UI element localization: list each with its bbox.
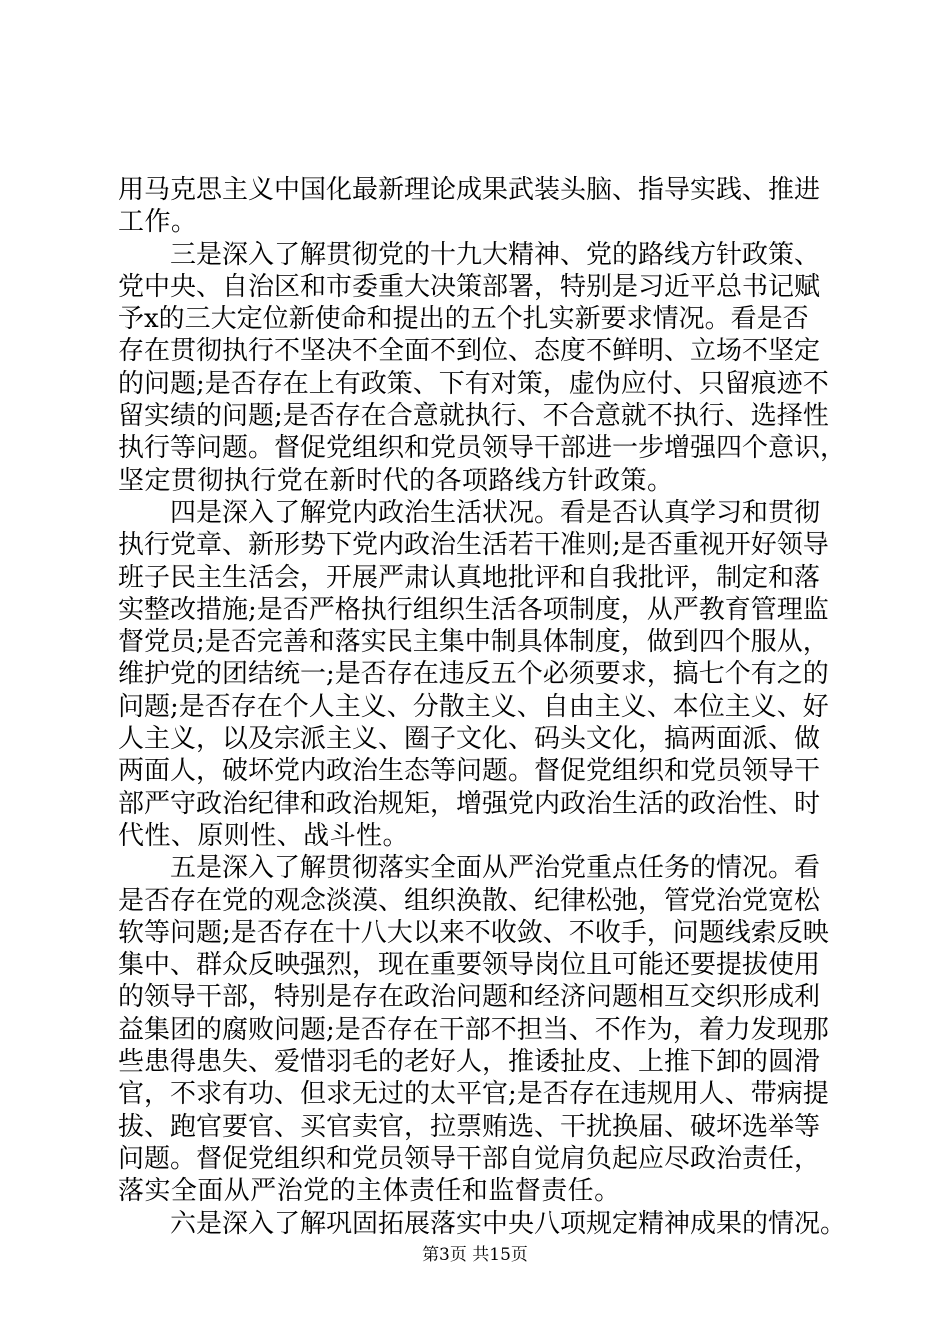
text-line: 坚定贯彻执行党在新时代的各项路线方针政策。 xyxy=(118,465,674,496)
text-line: 六是深入了解巩固拓展落实中央八项规定精神成果的情况。 xyxy=(118,1208,847,1239)
text-line: 用马克思主义中国化最新理论成果武装头脑、指导实践、推进 xyxy=(118,175,821,205)
text-line: 执行党章、新形势下党内政治生活若干准则;是否重视开好领导 xyxy=(118,530,829,561)
text-line: 官，不求有功、但求无过的太平官;是否存在违规用人、带病提 xyxy=(118,1079,829,1110)
text-line: 问题。督促党组织和党员领导干部自觉肩负起应尽政治责任， xyxy=(118,1143,821,1174)
text-line: 益集团的腐败问题;是否存在干部不担当、不作为，着力发现那 xyxy=(118,1014,829,1045)
text-line: 四是深入了解党内政治生活状况。看是否认真学习和贯彻 xyxy=(118,497,821,528)
text-line: 班子民主生活会，开展严肃认真地批评和自我批评，制定和落 xyxy=(118,562,821,593)
text-line: 人主义，以及宗派主义、圈子文化、码头文化，搞两面派、做 xyxy=(118,724,821,755)
text-line: 执行等问题。督促党组织和党员领导干部进一步增强四个意识， xyxy=(118,433,847,464)
text-line: 维护党的团结统一;是否存在违反五个必须要求，搞七个有之的 xyxy=(118,659,829,690)
text-line: 代性、原则性、战斗性。 xyxy=(118,820,409,851)
page-number-footer: 第3页 共15页 xyxy=(422,1245,528,1265)
text-line: 落实全面从严治党的主体责任和监督责任。 xyxy=(118,1176,621,1207)
text-line: 的领导干部，特别是存在政治问题和经济问题相互交织形成利 xyxy=(118,982,821,1013)
text-line: 存在贯彻执行不坚决不全面不到位、态度不鲜明、立场不坚定 xyxy=(118,336,821,367)
text-line: 三是深入了解贯彻党的十九大精神、党的路线方针政策、 xyxy=(118,239,821,270)
text-line: 工作。 xyxy=(118,207,198,238)
text-line: 集中、群众反映强烈，现在重要领导岗位且可能还要提拔使用 xyxy=(118,950,821,981)
text-line: 留实绩的问题;是否存在合意就执行、不合意就不执行、选择性 xyxy=(118,401,829,432)
text-line: 予x的三大定位新使命和提出的五个扎实新要求情况。看是否 xyxy=(118,304,809,335)
text-line: 问题;是否存在个人主义、分散主义、自由主义、本位主义、好 xyxy=(118,691,829,722)
text-line: 的问题;是否存在上有政策、下有对策，虚伪应付、只留痕迹不 xyxy=(118,368,829,399)
text-line: 软等问题;是否存在十八大以来不收敛、不收手，问题线索反映 xyxy=(118,917,829,948)
text-line: 是否存在党的观念淡漠、组织涣散、纪律松弛，管党治党宽松 xyxy=(118,885,821,916)
text-line: 五是深入了解贯彻落实全面从严治党重点任务的情况。看 xyxy=(118,853,821,884)
text-line: 实整改措施;是否严格执行组织生活各项制度，从严教育管理监 xyxy=(118,594,829,625)
text-line: 部严守政治纪律和政治规矩，增强党内政治生活的政治性、时 xyxy=(118,788,821,819)
text-line: 些患得患失、爱惜羽毛的老好人，推诿扯皮、上推下卸的圆滑 xyxy=(118,1047,821,1078)
text-line: 督党员;是否完善和落实民主集中制具体制度，做到四个服从， xyxy=(118,627,829,658)
text-line: 党中央、自治区和市委重大决策部署，特别是习近平总书记赋 xyxy=(118,271,821,302)
body-text xyxy=(118,174,858,1240)
text-line: 两面人，破坏党内政治生态等问题。督促党组织和党员领导干 xyxy=(118,756,821,787)
text-line: 拔、跑官要官、买官卖官，拉票贿选、干扰换届、破坏选举等 xyxy=(118,1111,821,1142)
